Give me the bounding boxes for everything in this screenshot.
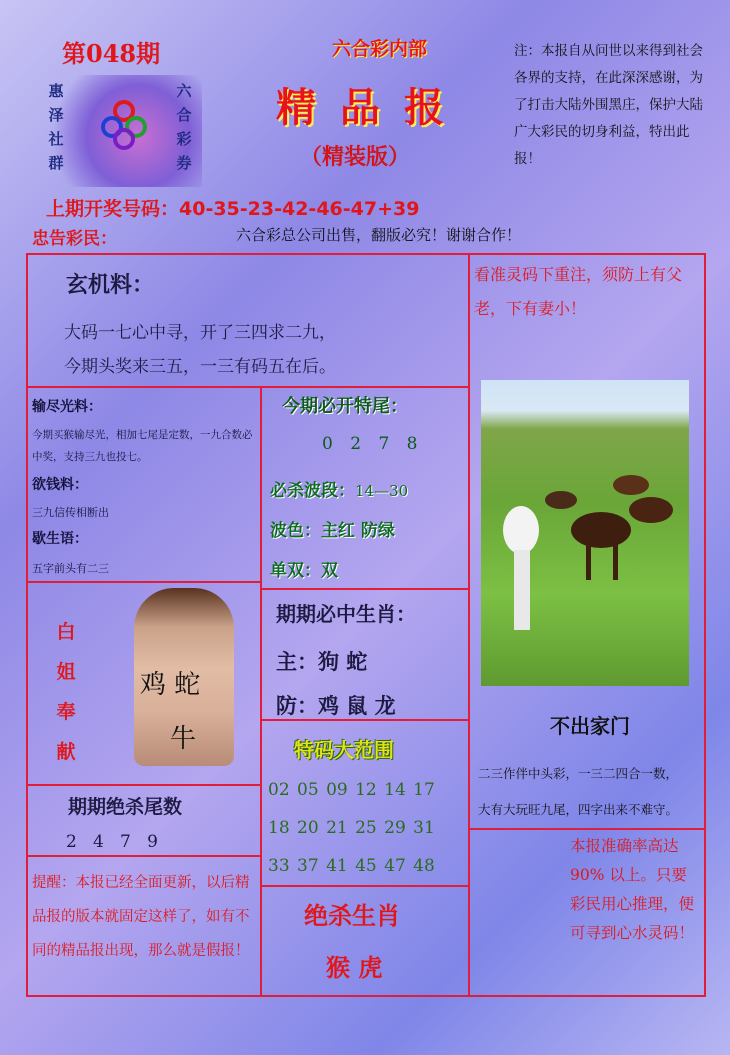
right-chars [172,79,196,175]
danshuang-value: 双 [321,561,338,581]
shuju-text1: 今期买猴输尽光，相加七尾是定数，一九合数必中奖，支持三九也投七。 [32,429,253,463]
right-heading: 不出家门 [550,714,630,738]
logo-panel [42,75,202,187]
danshuang-label: 单双： [270,561,321,581]
horses-illustration-icon [481,380,689,686]
xuanji-line2: 今期头奖来三五，一三有码五在后。 [64,357,336,377]
shuju-title3: 歇生语： [32,531,88,547]
xuanji-line1: 大码一七心中寻，开了三四求二九， [64,323,336,343]
divider [260,588,469,590]
lottery-logo-icon [97,97,151,151]
right-char: 六 [176,82,192,100]
fang-value: 鸡 鼠 龙 [318,693,396,718]
left-char: 群 [48,154,64,172]
divider [26,855,261,857]
divider [26,581,261,583]
shuju-title1: 输尽光料： [32,399,102,415]
right-char: 券 [176,154,192,172]
bosha-row [270,476,408,501]
issue-number: 第048期 [62,39,161,68]
bose-value: 主红 防绿 [321,521,395,541]
right-char: 合 [176,106,192,124]
overlay-text1: 鸡 蛇 [140,670,201,700]
bose-label: 波色： [270,521,321,541]
weishu-digits: 2 4 7 9 [66,832,158,852]
tewei-title: 今期必开特尾： [282,396,408,417]
newspaper-title: 精品报 [276,84,468,131]
tema-row: 18 20 21 25 29 31 [268,818,435,838]
baijie-chars [54,612,78,772]
right-top-text: 看准灵码下重注，须防上有父老，下有妻小！ [474,265,683,318]
left-char: 社 [48,130,64,148]
overlay-text2: 牛 [170,724,197,754]
divider [26,386,469,388]
warning-line [32,224,522,249]
tema-title: 特码大范围 [294,738,394,762]
last-draw-label: 上期开奖号码： [46,198,180,220]
accuracy-text: 本报准确率高达 90% 以上。只要彩民用心推理，便可寻到心水灵码！ [570,837,695,942]
bose-row [270,516,395,541]
divider [468,828,706,830]
jueshang-title: 绝杀生肖 [304,901,400,930]
horses-photo [481,380,689,686]
shengxiao-title: 期期必中生肖： [276,602,416,626]
baijie-char: 白 [56,621,76,643]
divider [260,885,469,887]
jueshang-value: 猴 虎 [326,953,383,982]
shuju-text3: 五字前头有二三 [32,562,109,575]
subtitle: 六合彩内部 [332,38,428,60]
left-char: 惠 [48,82,64,100]
main-label: 主： [276,649,318,674]
right-char: 彩 [176,130,192,148]
left-char: 泽 [48,106,64,124]
baijie-char: 奉 [56,701,76,723]
header-note: 注：本报自从问世以来得到社会各界的支持，在此深深感谢，为了打击大陆外围黑庄，保护大陆广大彩民的切身利益，特出此报！ [514,43,703,167]
shuju-title2: 欲钱料： [32,477,88,493]
warning-label: 忠告彩民： [32,229,117,249]
shuju-text2: 三九信传相断出 [32,506,109,519]
weishu-title: 期期绝杀尾数 [68,796,183,818]
warning-text: 六合彩总公司出售，翻版必究！谢谢合作！ [236,226,522,244]
baijie-char: 献 [56,741,76,763]
reminder-text: 提醒：本报已经全面更新，以后精品报的版本就固定这样了，如有不同的精品报出现，那么就是假报！ [32,875,250,959]
right-poem2: 大有大玩旺九尾，四字出来不难守。 [478,802,679,817]
edition-label: （精装版） [300,144,411,170]
right-poem1: 二三作伴中头彩，一三二四合一数， [478,766,679,781]
left-chars [44,79,68,175]
tema-row: 02 05 09 12 14 17 [268,780,435,800]
last-draw [46,194,419,221]
shengxiao-main [276,646,367,676]
last-draw-numbers: 40-35-23-42-46-47+39 [179,198,420,220]
main-value: 狗 蛇 [318,649,368,674]
divider [26,784,261,786]
danshuang-row [270,556,338,581]
bosha-value: 14—30 [355,482,409,500]
baijie-char: 姐 [56,661,76,683]
shengxiao-fang [276,690,396,720]
tewei-digits: 0 2 7 8 [322,434,424,454]
divider [260,386,262,997]
bosha-label: 必杀波段： [270,481,355,501]
xuanji-title: 玄机料： [66,272,155,298]
fang-label: 防： [276,693,318,718]
tema-row: 33 37 41 45 47 48 [268,856,435,876]
